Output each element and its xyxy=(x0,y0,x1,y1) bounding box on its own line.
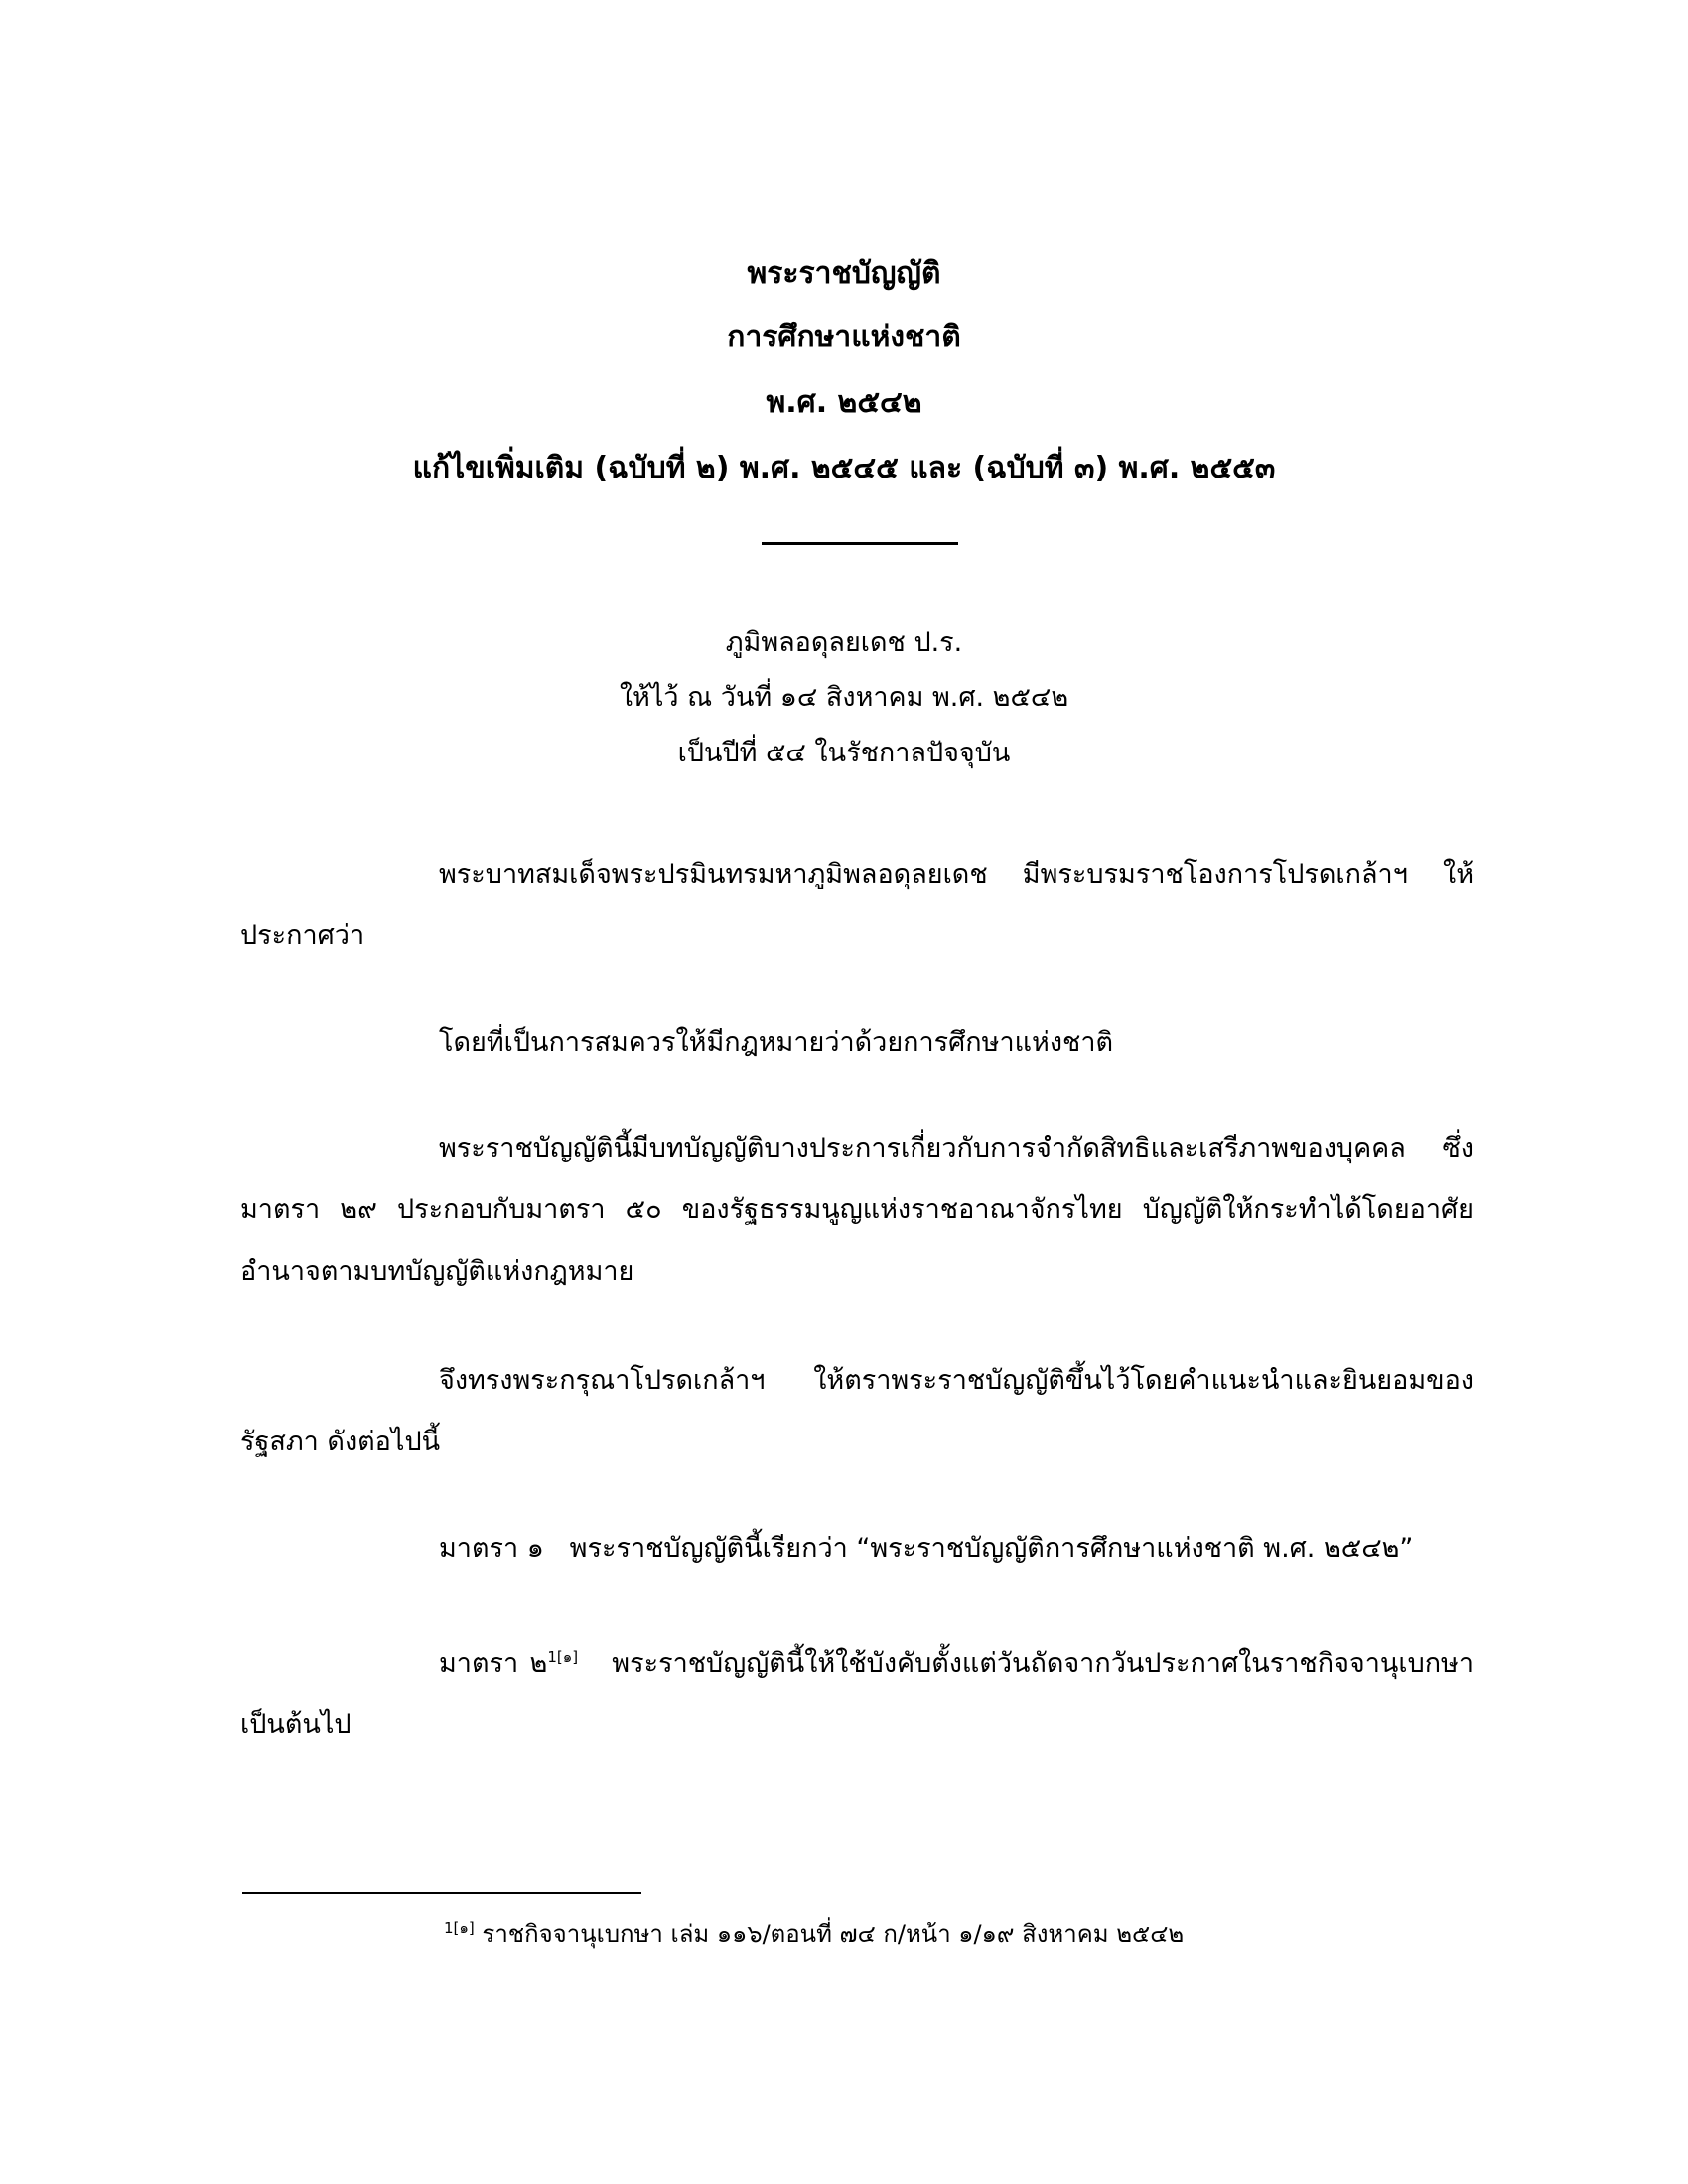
proclamation-paragraph: พระบาทสมเด็จพระปรมินทรมหาภูมิพลอดุลยเดช มีพระบรมราชโองการโปรดเกล้าฯ ให้ประกาศว่า xyxy=(240,859,1474,951)
restriction-paragraph: พระราชบัญญัตินี้มีบทบัญญัติบางประการเกี่ยวกับการจำกัดสิทธิและเสรีภาพของบุคคล ซึ่งมาตรา ๒๙ ประกอบกับมาตรา ๕๐ ของรัฐธรรมนูญแห่งราชอาณาจักรไทย บัญญัติให้กระทำได้โดยอาศัยอำนาจตามบทบัญญัติแห่งกฎหมาย xyxy=(240,1133,1474,1287)
footnote-divider xyxy=(242,1892,641,1894)
section-1-text: พระราชบัญญัตินี้เรียกว่า “พระราชบัญญัติการศึกษาแห่งชาติ พ.ศ. ๒๕๔๒” xyxy=(569,1533,1414,1564)
footnote-1-marker: 1[๑] xyxy=(444,1919,475,1937)
footnote-1-text: ราชกิจจานุเบกษา เล่ม ๑๑๖/ตอนที่ ๗๔ ก/หน้า ๑/๑๙ สิงหาคม ๒๕๔๒ xyxy=(482,1920,1185,1948)
enactment-paragraph: จึงทรงพระกรุณาโปรดเกล้าฯ ให้ตราพระราชบัญญัติขึ้นไว้โดยคำแนะนำและยินยอมของรัฐสภา ดังต่อไปนี้ xyxy=(240,1365,1474,1457)
section-1 xyxy=(240,1518,1474,1579)
title-divider xyxy=(762,542,958,545)
whereas-paragraph: โดยที่เป็นการสมควรให้มีกฎหมายว่าด้วยการศึกษาแห่งชาติ xyxy=(439,1027,1114,1058)
footnote-1 xyxy=(444,1914,1184,1954)
royal-signature: ภูมิพลอดุลยเดช ป.ร. xyxy=(725,627,963,658)
act-amendments: แก้ไขเพิ่มเติม (ฉบับที่ ๒) พ.ศ. ๒๕๔๕ และ (ฉบับที่ ๓) พ.ศ. ๒๕๕๓ xyxy=(412,451,1276,485)
act-year: พ.ศ. ๒๕๔๒ xyxy=(766,385,922,420)
given-date: ให้ไว้ ณ วันที่ ๑๔ สิงหาคม พ.ศ. ๒๕๔๒ xyxy=(619,682,1069,713)
act-title: พระราชบัญญัติ xyxy=(747,256,941,291)
section-2-text: พระราชบัญญัตินี้ให้ใช้บังคับตั้งแต่วันถัดจากวันประกาศในราชกิจจานุเบกษาเป็นต้นไป xyxy=(240,1648,1475,1740)
footnote-ref-1[interactable]: 1[๑] xyxy=(547,1648,579,1666)
reign-year: เป็นปีที่ ๕๔ ในรัชกาลปัจจุบัน xyxy=(677,738,1011,768)
act-subject: การศึกษาแห่งชาติ xyxy=(727,320,961,354)
section-2-label: มาตรา ๒ xyxy=(439,1648,548,1679)
section-2 xyxy=(240,1633,1474,1756)
section-1-label: มาตรา ๑ xyxy=(439,1533,544,1564)
